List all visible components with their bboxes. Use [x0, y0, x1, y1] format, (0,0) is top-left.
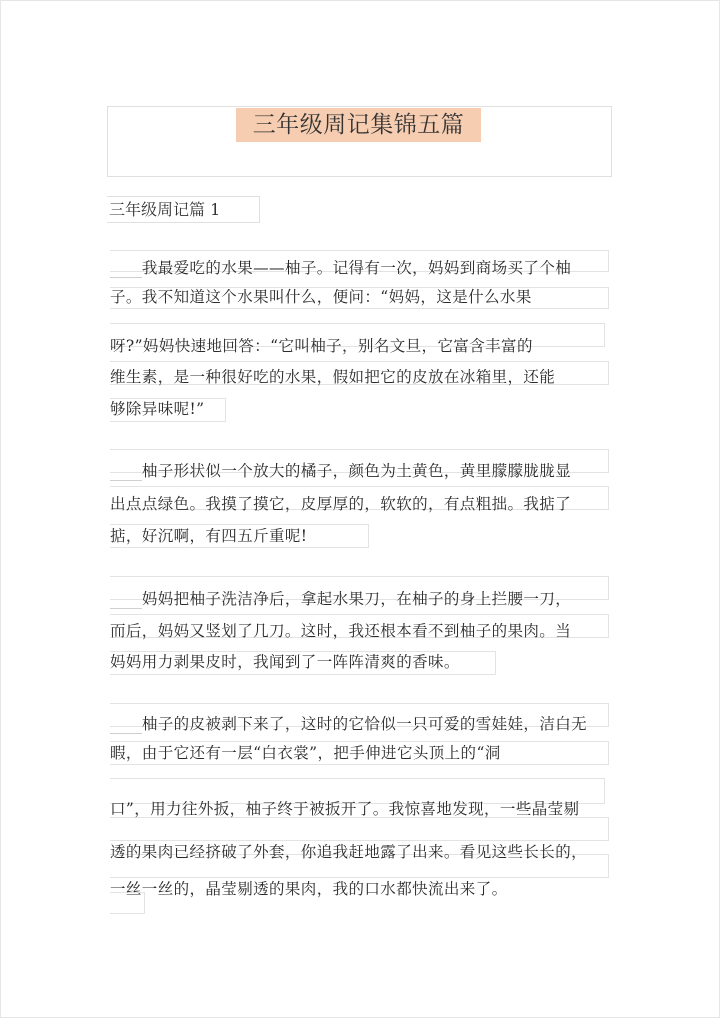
paragraph-line: 维生素，是一种很好吃的水果，假如把它的皮放在冰箱里，还能 — [110, 368, 556, 386]
paragraph-line: 我最爱吃的水果——柚子。记得有一次，妈妈到商场买了个柚 — [110, 256, 571, 280]
section-heading: 三年级周记篇 1 — [107, 196, 260, 223]
paragraph-line: 一丝一丝的，晶莹剔透的果肉，我的口水都快流出来了。 — [110, 880, 508, 898]
paragraph-line: 而后，妈妈又竖划了几刀。这时，我还根本看不到柚子的果肉。当 — [110, 622, 572, 640]
paragraph-line: 掂，好沉啊，有四五斤重呢! — [110, 527, 308, 545]
document-title: 三年级周记集锦五篇 — [236, 108, 481, 142]
paragraph-line: 口”，用力往外扳，柚子终于被扳开了。我惊喜地发现，一些晶莹剔 — [110, 800, 580, 818]
paragraph-line: 妈妈把柚子洗洁净后，拿起水果刀，在柚子的身上拦腰一刀， — [110, 587, 571, 611]
paragraph-line: 暇，由于它还有一层“白衣裳”，把手伸进它头顶上的“洞 — [110, 744, 501, 762]
paragraph-line: 柚子形状似一个放大的橘子，颜色为土黄色，黄里朦朦胧胧显 — [110, 459, 571, 483]
paragraph-line: 子。我不知道这个水果叫什么，便问：“妈妈，这是什么水果 — [110, 288, 532, 306]
paragraph-line: 柚子的皮被剥下来了，这时的它恰似一只可爱的雪娃娃，洁白无 — [110, 712, 587, 736]
paragraph-line: 透的果肉已经挤破了外套，你追我赶地露了出来。看见这些长长的， — [110, 843, 588, 861]
paragraph-line: 出点点绿色。我摸了摸它，皮厚厚的，软软的，有点粗拙。我掂了 — [110, 495, 572, 513]
paragraph-line: 妈妈用力剥果皮时，我闻到了一阵阵清爽的香味。 — [110, 653, 460, 671]
paragraph-line: 够除异味呢!” — [110, 400, 205, 418]
paragraph-line: 呀?”妈妈快速地回答：“它叫柚子，别名文旦，它富含丰富的 — [110, 337, 533, 355]
